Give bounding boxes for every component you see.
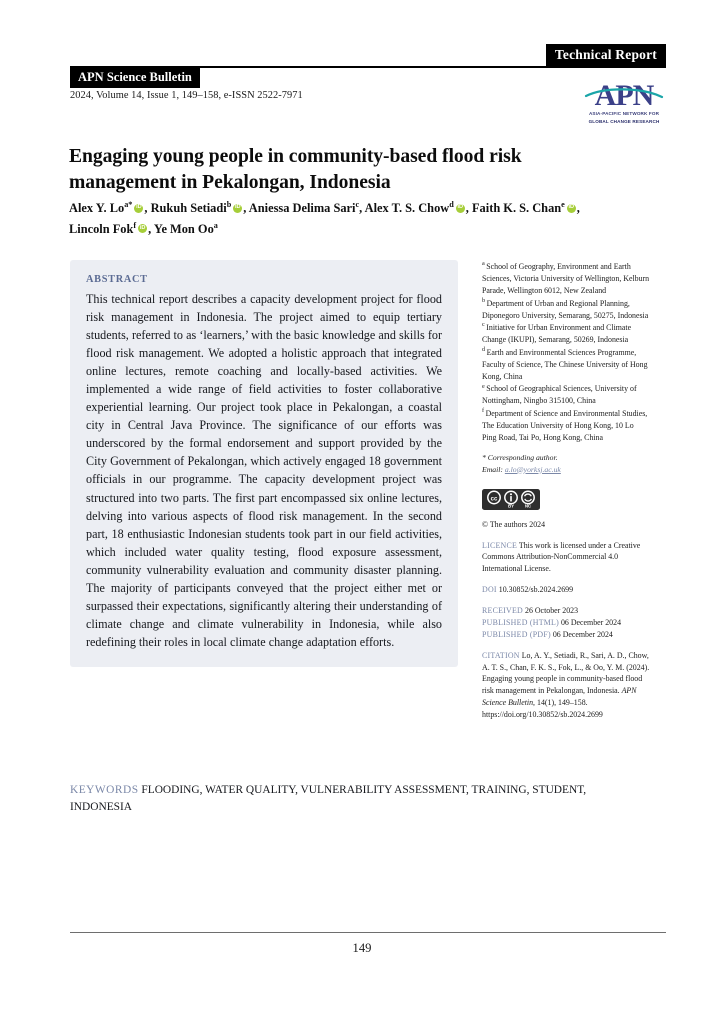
affiliation-mark: b — [482, 296, 486, 304]
affiliation-text: School of Geography, Environment and Earth Sciences, Victoria University of Wellington, Kelburn Parade, Wellington 6012, New Zealand — [482, 262, 650, 296]
citation-text-part1: Lo, A. Y., Setiadi, R., Sari, A. D., Chow, A. T. S., Chan, F. K. S., Fok, L., & Oo, Y. M. (2024). Engaging young people in community-based flood risk management in Pekalongan, Indonesia. — [482, 650, 650, 696]
author-name: Faith K. S. Chan — [471, 201, 562, 215]
affiliation-list — [482, 261, 650, 444]
affiliation-text: Initiative for Urban Environment and Climate Change (IKUPI), Semarang, 50269, Indonesia — [482, 323, 632, 345]
author-affiliation-mark: b — [226, 199, 232, 209]
affiliation-text: Earth and Environmental Sciences Programme, Faculty of Science, The Chinese University of Hong Kong, China — [482, 347, 648, 381]
keywords-section — [70, 782, 630, 817]
author-separator: , — [144, 201, 151, 215]
email-link[interactable]: a.lo@yorksj.ac.uk — [504, 464, 561, 474]
corresponding-email-line — [482, 464, 650, 476]
author-separator: , — [359, 201, 365, 215]
abstract-label: ABSTRACT — [86, 274, 148, 285]
licence-text: This work is licensed under a Creative Commons Attribution-NonCommercial 4.0 International License. — [482, 540, 641, 574]
affiliation-mark: d — [482, 345, 486, 353]
apn-wordmark-icon — [582, 80, 666, 110]
footer-rule — [70, 932, 666, 933]
author-affiliation-mark: a* — [124, 199, 133, 209]
citation-block — [482, 650, 650, 721]
article-type-badge: Technical Report — [546, 44, 666, 67]
licence-label: LICENCE — [482, 540, 518, 550]
received-value: 26 October 2023 — [525, 606, 579, 616]
affiliation-item — [482, 347, 650, 383]
author-entry — [154, 222, 218, 236]
dates-block — [482, 605, 650, 641]
author-name: Alex T. S. Chow — [364, 201, 450, 215]
orcid-icon[interactable] — [456, 204, 465, 213]
abstract-text: This technical report describes a capacity development project for flood risk management in Indonesia. The project aimed to equip tertiary students, referred to as ‘learners,’ with the basic knowledge and skills for flood risk management. We adopted a holistic approach that integrated online lectures, remote coaching and locally-based activities. We implemented a wide range of field activities to foster collaborative experiential learning. Our project took place in Pekalongan, a coastal city in Central Java Province. The significance of our efforts was underscored by the formal endorsement and support provided by the City Government of Pekalongan, which actively engaged 18 government officials in our programme. The capacity development project was structured into two parts. The first part encompassed six online lectures, delving into various aspects of flood risk management. In the second part, 18 enthusiastic Indonesian students took part in our field activities, which included water quality testing, flood exposure assessment, community vulnerability evaluation and community disaster planning. The majority of participants conveyed that the project either met or surpassed their expectations, significantly altering their understanding of climate change and climate vulnerability in Indonesia, while also redefining their roles in local climate change adaptation efforts. — [86, 292, 442, 649]
affiliation-mark: e — [482, 382, 485, 390]
published-html-line — [482, 617, 650, 629]
svg-text:NC: NC — [524, 503, 532, 509]
author-name: Lincoln Fok — [69, 221, 134, 236]
corresponding-author-text: * Corresponding author. — [482, 452, 558, 462]
author-name: Aniessa Delima Sari — [248, 201, 356, 215]
author-affiliation-mark: c — [355, 199, 360, 209]
author-entry — [249, 201, 365, 215]
email-label: Email: — [482, 464, 503, 474]
svg-text:APN: APN — [594, 80, 654, 110]
doi-block — [482, 584, 650, 596]
affiliation-text: Department of Urban and Regional Planning, Diponegoro University, Semarang, 50275, Indonesia — [482, 298, 649, 320]
author-name: Ye Mon Oo — [153, 221, 214, 236]
affiliation-text: Department of Science and Environmental Studies, The Education University of Hong Kong, 10 Lo Ping Road, Tai Po, Hong Kong, China — [482, 408, 648, 442]
author-affiliation-mark: d — [449, 199, 454, 209]
author-name: Rukuh Setiadi — [150, 201, 227, 215]
copyright-line: © The authors 2024 — [482, 519, 546, 529]
creative-commons-badge-icon[interactable] — [482, 489, 540, 510]
corresponding-author-note — [482, 452, 650, 476]
orcid-icon[interactable] — [567, 204, 576, 213]
author-entry — [69, 222, 154, 236]
citation-journal-name: APN Science Bulletin — [482, 686, 637, 708]
author-entry — [365, 201, 472, 215]
received-line — [482, 605, 650, 617]
svg-text:BY: BY — [507, 503, 515, 509]
orcid-icon[interactable] — [138, 224, 147, 233]
keywords-label: KEYWORDS — [70, 784, 139, 796]
affiliation-item — [482, 261, 650, 297]
author-separator: , — [576, 201, 580, 215]
affiliation-item — [482, 298, 650, 322]
doi-value[interactable]: 10.30852/sb.2024.2699 — [498, 585, 574, 595]
apn-logo — [582, 80, 666, 125]
abstract-section — [70, 260, 458, 667]
published-html-label: PUBLISHED (HTML) — [482, 617, 559, 627]
journal-title-badge: APN Science Bulletin — [70, 68, 200, 88]
licence-block — [482, 540, 650, 576]
author-affiliation-mark: f — [133, 220, 137, 230]
apn-tagline-1: ASIA-PACIFIC NETWORK FOR — [588, 111, 660, 116]
affiliation-item — [482, 383, 650, 407]
received-label: RECEIVED — [482, 606, 524, 616]
svg-text:cc: cc — [490, 496, 498, 503]
author-separator: , — [243, 201, 249, 215]
author-name: Alex Y. Lo — [69, 201, 125, 215]
orcid-icon[interactable] — [134, 204, 143, 213]
author-affiliation-mark: a — [213, 220, 218, 230]
affiliation-item — [482, 322, 650, 346]
published-pdf-line — [482, 629, 650, 641]
page-number: 149 — [352, 941, 372, 955]
citation-doi-url[interactable]: https://doi.org/10.30852/sb.2024.2699 — [482, 709, 603, 719]
published-pdf-value: 06 December 2024 — [552, 629, 613, 639]
apn-tagline-2: GLOBAL CHANGE RESEARCH — [588, 118, 660, 124]
affiliation-mark: c — [482, 321, 485, 329]
orcid-icon[interactable] — [233, 204, 242, 213]
published-pdf-label: PUBLISHED (PDF) — [482, 629, 551, 639]
published-html-value: 06 December 2024 — [560, 617, 622, 627]
affiliation-text: School of Geographical Sciences, University of Nottingham, Ningbo 315100, China — [482, 384, 637, 406]
citation-label: CITATION — [482, 650, 520, 660]
author-entry — [69, 201, 151, 215]
author-entry — [472, 201, 580, 215]
author-separator: , — [148, 221, 154, 236]
author-affiliation-mark: e — [561, 199, 565, 209]
keywords-text: FLOODING, WATER QUALITY, VULNERABILITY ASSESSMENT, TRAINING, STUDENT, INDONESIA — [70, 784, 587, 814]
sidebar-metadata-column — [482, 261, 650, 721]
citation-text-part2: , 14(1), 149–158. — [533, 698, 588, 708]
author-list — [69, 198, 621, 240]
author-entry — [151, 201, 249, 215]
issue-info-line: 2024, Volume 14, Issue 1, 149–158, e-ISSN 2522-7971 — [70, 90, 303, 101]
affiliation-mark: f — [482, 407, 485, 415]
affiliation-item — [482, 408, 650, 444]
author-separator: , — [465, 201, 472, 215]
affiliation-mark: a — [482, 260, 485, 268]
doi-label: DOI — [482, 585, 497, 595]
page-title: Engaging young people in community-based flood risk management in Pekalongan, Indonesia — [69, 146, 522, 194]
